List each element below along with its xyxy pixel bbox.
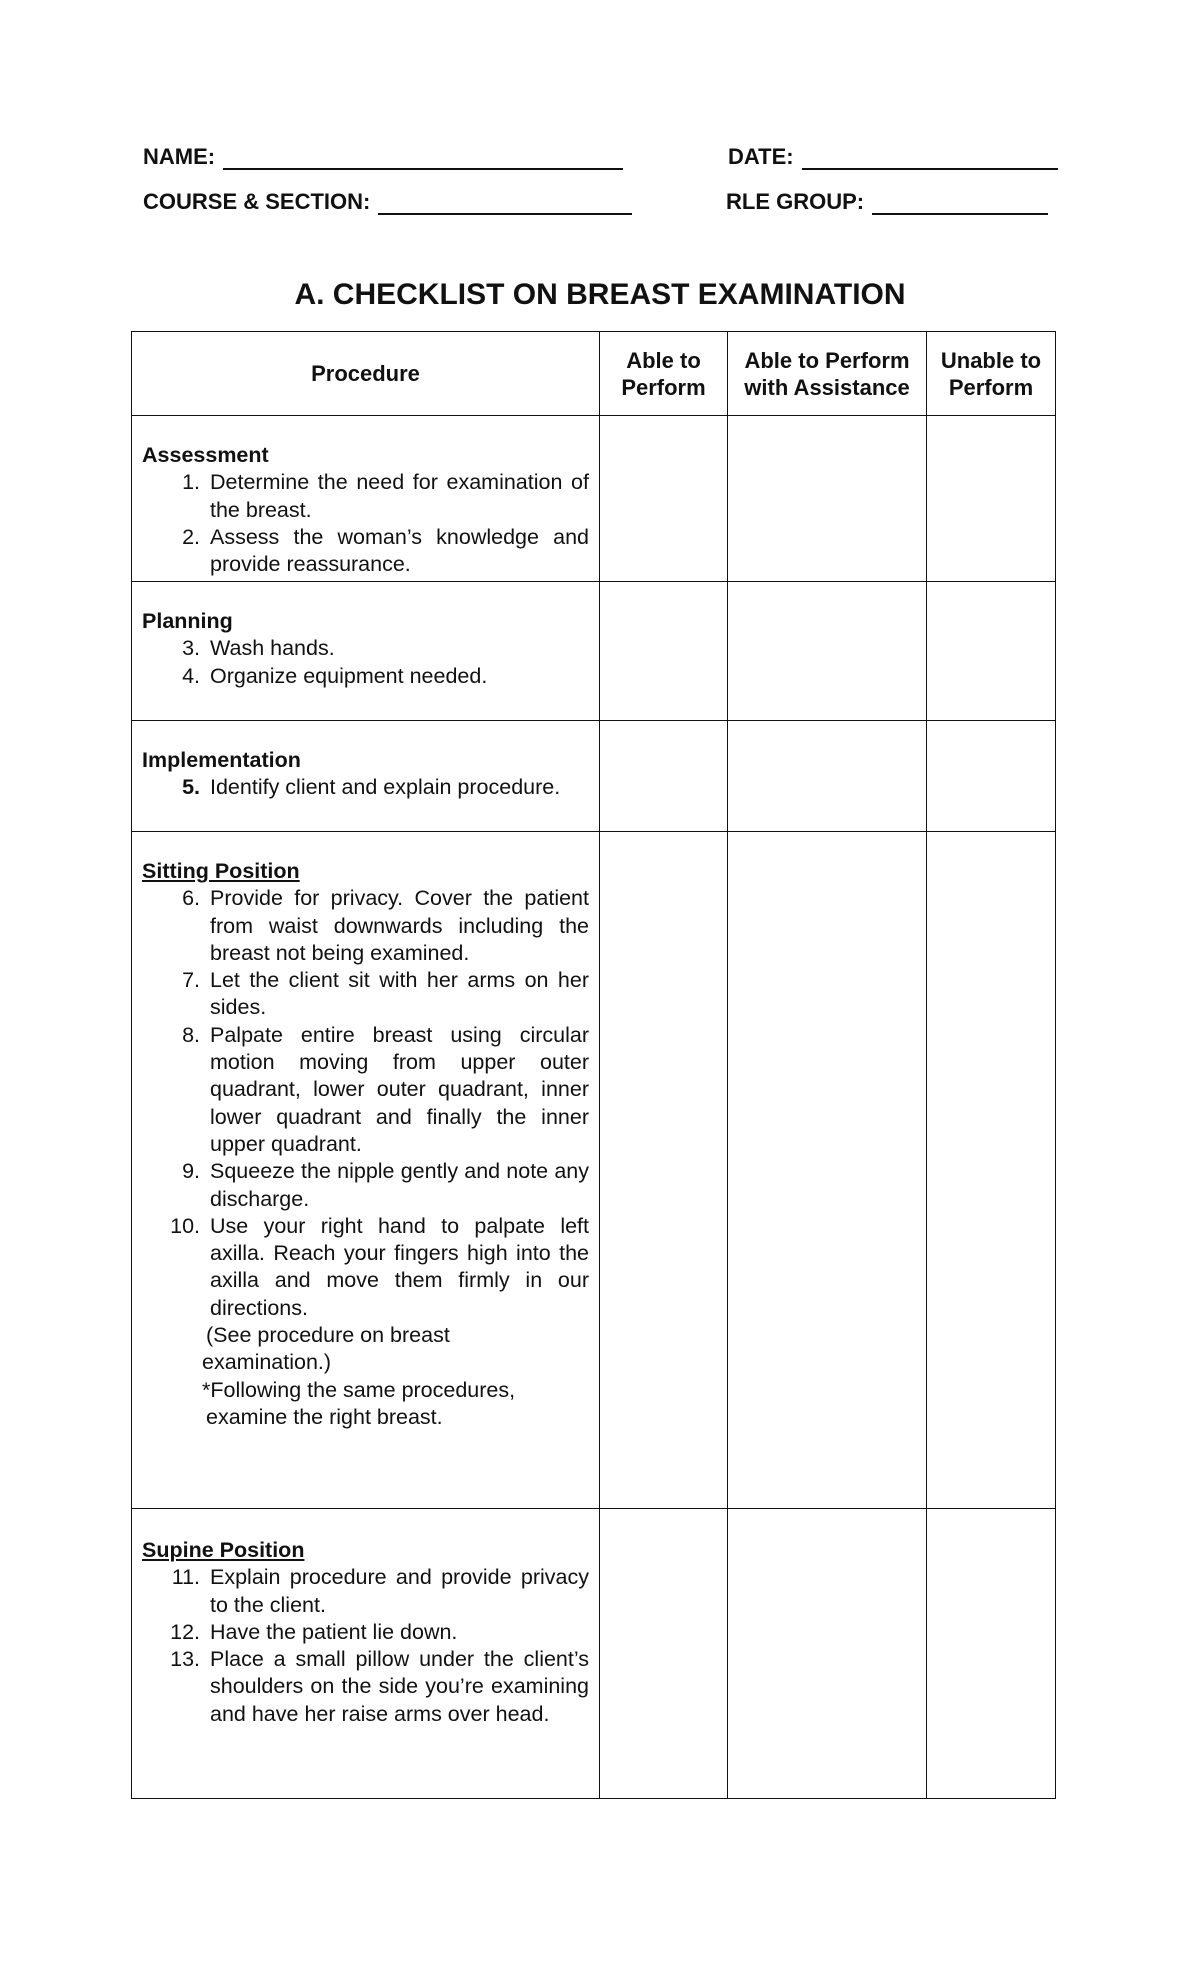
procedure-cell <box>132 832 600 1509</box>
list-item: 6. Provide for privacy. Cover the patient from waist downwards including the breast not being examined. <box>182 886 589 965</box>
course-line[interactable] <box>378 191 632 215</box>
table-row-sitting <box>132 832 1056 1509</box>
list-item: 1. Determine the need for examination of the breast. <box>182 470 589 522</box>
table-row-assessment <box>132 416 1056 582</box>
table-header-row <box>132 332 1056 416</box>
date-line[interactable] <box>802 146 1058 170</box>
course-label: COURSE & SECTION: <box>143 189 371 214</box>
list-item: 2. Assess the woman’s knowledge and provide reassurance. <box>182 524 589 577</box>
section-title: Sitting Position <box>142 859 300 883</box>
list-item: 13. Place a small pillow under the client’s shoulders on the side you’re examining and have her raise arms over head. <box>170 1647 589 1726</box>
list-item: 12. Have the patient lie down. <box>170 1619 458 1644</box>
procedure-cell <box>132 416 600 582</box>
list-item: 7. Let the client sit with her arms on her sides. <box>182 968 589 1020</box>
col-unable: Unable to Perform <box>927 332 1056 416</box>
list-item: 5. Identify client and explain procedure. <box>182 775 561 800</box>
note-line: examination.) <box>202 1350 332 1375</box>
col-able: Able to Perform <box>600 332 728 416</box>
procedure-cell <box>132 1509 600 1799</box>
unable-cell[interactable] <box>927 721 1056 832</box>
able-cell[interactable] <box>600 582 728 721</box>
col-assist: Able to Perform with Assistance <box>728 332 927 416</box>
col-procedure: Procedure <box>132 332 600 416</box>
unable-cell[interactable] <box>927 416 1056 582</box>
list-item: 9. Squeeze the nipple gently and note any discharge. <box>182 1159 589 1211</box>
date-label: DATE: <box>728 144 794 169</box>
rle-label: RLE GROUP: <box>726 189 865 214</box>
assist-cell[interactable] <box>728 582 927 721</box>
table-row-planning <box>132 582 1056 721</box>
assist-cell[interactable] <box>728 1509 927 1799</box>
list-item: 11. Explain procedure and provide privacy to the client. <box>171 1565 589 1617</box>
note-line: (See procedure on breast <box>206 1323 450 1348</box>
unable-cell[interactable] <box>927 1509 1056 1799</box>
procedure-cell <box>132 721 600 832</box>
checklist-table <box>131 331 1056 1799</box>
able-cell[interactable] <box>600 832 728 1509</box>
assist-cell[interactable] <box>728 721 927 832</box>
course-field <box>143 189 632 215</box>
assist-cell[interactable] <box>728 832 927 1509</box>
section-title: Planning <box>142 609 233 633</box>
list-item: 8. Palpate entire breast using circular motion moving from upper outer quadrant, lower outer quadrant, inner lower quadrant and finally the inner upper quadrant. <box>182 1022 589 1156</box>
table-row-implementation <box>132 721 1056 832</box>
procedure-cell <box>132 582 600 721</box>
section-title: Supine Position <box>142 1538 305 1562</box>
rle-field <box>726 189 1048 215</box>
section-title: Implementation <box>142 748 301 772</box>
unable-cell[interactable] <box>927 832 1056 1509</box>
section-title: Assessment <box>142 443 269 467</box>
able-cell[interactable] <box>600 416 728 582</box>
unable-cell[interactable] <box>927 582 1056 721</box>
list-item: 4. Organize equipment needed. <box>182 663 488 688</box>
page-title: A. CHECKLIST ON BREAST EXAMINATION <box>294 278 906 311</box>
assist-cell[interactable] <box>728 416 927 582</box>
able-cell[interactable] <box>600 1509 728 1799</box>
date-field <box>728 144 1058 170</box>
note-line: examine the right breast. <box>206 1404 443 1429</box>
rle-line[interactable] <box>872 191 1048 215</box>
list-item: 3. Wash hands. <box>182 636 335 661</box>
name-label: NAME: <box>143 144 216 169</box>
name-field <box>143 144 623 170</box>
list-item: 10. Use your right hand to palpate left axilla. Reach your fingers high into the axilla and move them firmly in our directions. <box>170 1213 589 1320</box>
note-line: *Following the same procedures, <box>202 1377 516 1402</box>
name-line[interactable] <box>223 146 623 170</box>
able-cell[interactable] <box>600 721 728 832</box>
table-row-supine <box>132 1509 1056 1799</box>
